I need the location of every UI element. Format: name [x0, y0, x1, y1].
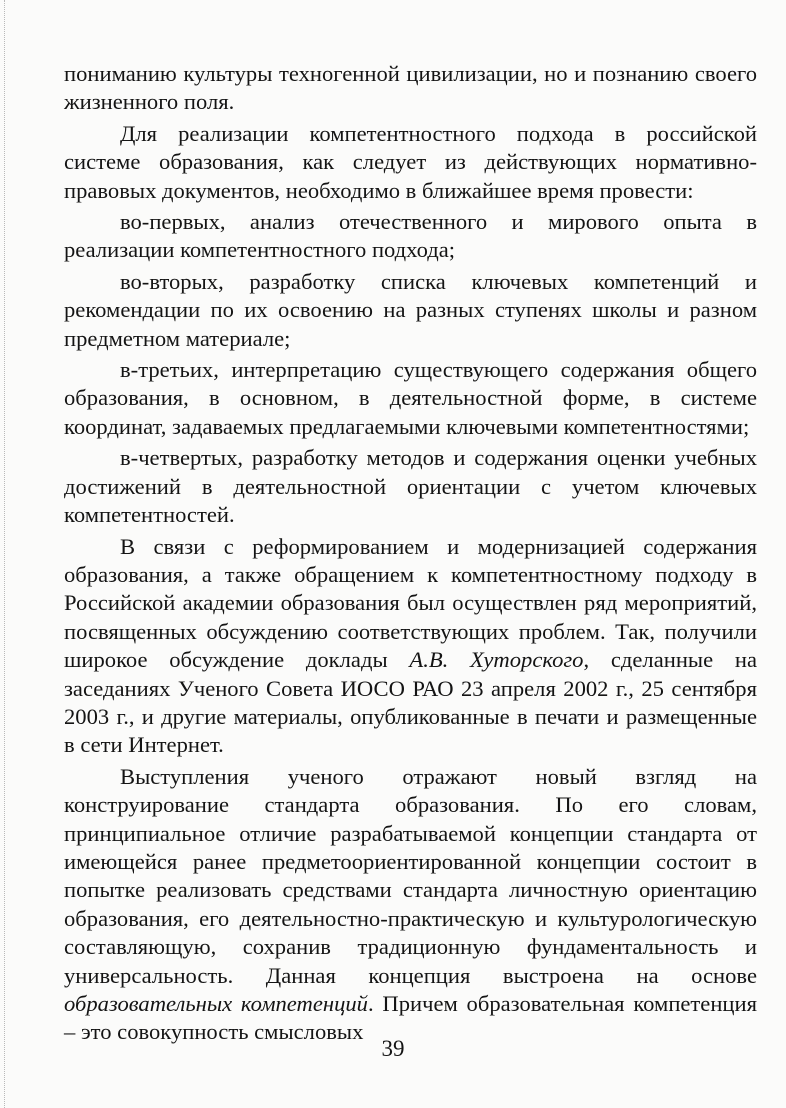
body-text: [64, 60, 757, 1047]
author-name-emphasis: А.В. Хуторского: [409, 647, 584, 673]
paragraph-academy-events-before: В связи с реформированием и модернизацией содержания образования, а также обращением к компетентностному подходу в Российской академии образования был осуществлен ряд мероприятий, посвященных обсуждению соответствующих проблем. Так, получили широкое обсуждение доклады: [64, 533, 757, 673]
paragraph-standard-concept: [64, 763, 757, 1047]
page-number: 39: [381, 1036, 405, 1061]
list-item-first: во-первых, анализ отечественного и мирового опыта в реализации компетентностного подхода;: [64, 209, 757, 263]
paragraph-standard-concept-before: Выступления ученого отражают новый взгляд на конструирование стандарта образования. По его словам, принципиальное отличие разрабатываемой концепции стандарта от имеющейся ранее предметоориентированной концепции состоит в попытке реализовать средствами стандарта личностную ориентацию образования, его деятельностно-практическую и культурологическую составляющую, сохранив традиционную фундаментальность и универсальность. Данная концепция выстроена на основе: [64, 763, 757, 988]
competencies-term-emphasis: образовательных компетенций: [64, 991, 368, 1016]
list-item-second: во-вторых, разработку списка ключевых компетенций и рекомендации по их освоению на разных ступенях школы и разном предметном материале;: [64, 268, 757, 351]
list-item-fourth: в-четвертых, разработку методов и содержания оценки учебных достижений в деятельностной ориентации с учетом ключевых компетентностей.: [64, 445, 757, 528]
scan-binding-edge: [4, 0, 5, 1108]
paragraph-continuation: пониманию культуры техногенной цивилизации, но и познанию своего жизненного поля.: [64, 61, 757, 115]
paragraph-implementation-intro: Для реализации компетентностного подхода в российской системе образования, как следует из действующих нормативно-правовых документов, необходимо в ближайшее время провести:: [64, 120, 757, 203]
paragraph-academy-events-after: , сделанные на заседаниях Ученого Совета ИОСО РАО 23 апреля 2002 г., 25 сентября 2003 г., и другие материалы, опубликованные в печати и размещенные в сети Интернет.: [64, 647, 758, 758]
paragraph-standard-concept-after: . Причем образовательная компетенция – это совокупность смысловых: [64, 991, 758, 1045]
list-item-third: в-третьих, интерпретацию существующего содержания общего образования, в основном, в деятельностной форме, в системе координат, задаваемых предлагаемыми ключевыми компетентностями;: [64, 357, 757, 439]
paragraph-academy-events: [64, 533, 757, 760]
